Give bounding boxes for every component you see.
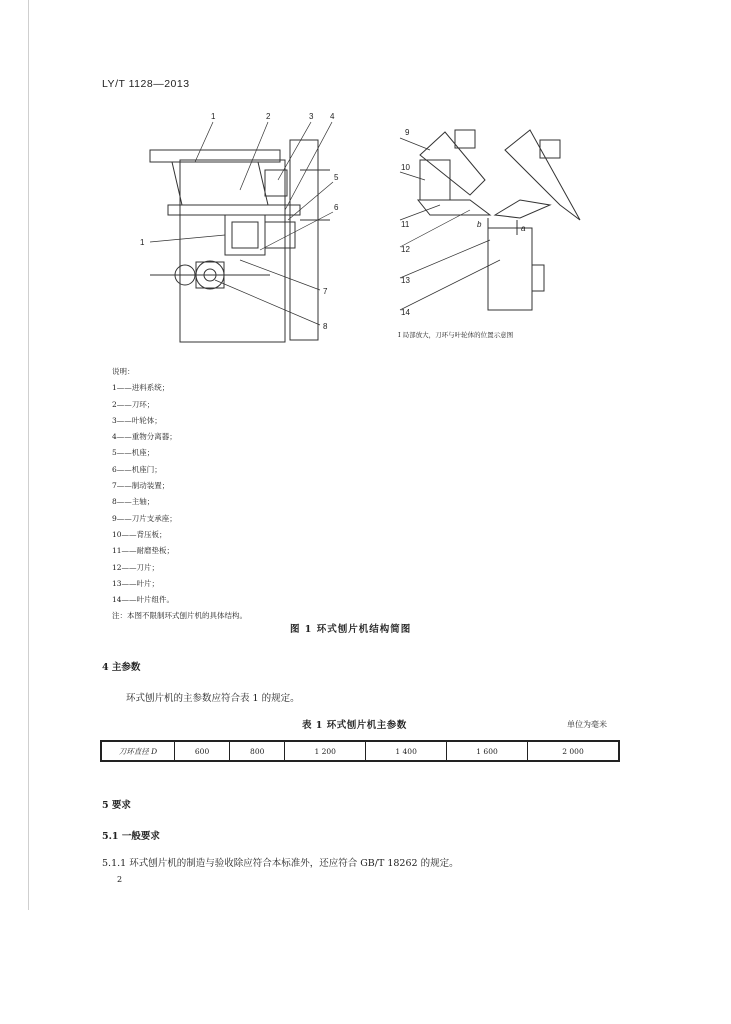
callout-6: 6 [334, 203, 339, 212]
callout-2: 2 [266, 112, 271, 121]
legend-item: 9——刀片支承座； [112, 513, 177, 523]
machine-base [180, 160, 285, 342]
callout-5: 5 [334, 173, 339, 182]
table-cell: 2 000 [528, 741, 620, 761]
section-4-heading: 4 主参数 [102, 662, 141, 673]
machine-main-view [150, 140, 330, 342]
callout-12: 12 [401, 245, 410, 254]
table-unit: 单位为毫米 [567, 720, 607, 729]
row-label-knife-ring-diameter: 刀环直径 D [101, 741, 175, 761]
legend-item: 14——叶片组件。 [112, 595, 175, 605]
legend-item: 10——背压板； [112, 529, 167, 539]
legend-item: 3——叶轮体； [112, 415, 162, 425]
callout-detail-i: 1 [140, 238, 145, 247]
legend-item: 13——叶片； [112, 578, 160, 588]
callout-1: 1 [211, 112, 216, 121]
table-cell: 1 400 [366, 741, 447, 761]
callout-13: 13 [401, 276, 410, 285]
callout-8: 8 [323, 322, 328, 331]
legend-item: 8——主轴； [112, 497, 155, 507]
standard-id: LY/T 1128—2013 [102, 78, 190, 90]
table-cell: 1 200 [285, 741, 366, 761]
leader-lines-left [150, 122, 333, 325]
table-cell: 1 600 [447, 741, 528, 761]
blade-holder-2 [505, 130, 580, 220]
table-cell: 800 [230, 741, 285, 761]
legend-item: 1——进料系统； [112, 383, 170, 393]
callout-9: 9 [405, 128, 410, 137]
table-title: 表 1 环式刨片机主参数 [302, 720, 407, 731]
callout-11: 11 [401, 220, 410, 229]
legend-item: 6——机座门； [112, 464, 162, 474]
page-number: 2 [117, 875, 123, 884]
feed-hopper [172, 162, 268, 205]
clause-5-1-1: 5.1.1 环式刨片机的制造与验收除应符合本标准外，还应符合 GB/T 18262 的规定。 [102, 858, 459, 869]
detail-caption: I 局部放大，刀环与叶轮体的位置示意图 [398, 331, 514, 339]
legend-item: 4——重物分离器； [112, 432, 177, 442]
section-4-text: 环式刨片机的主参数应符合表 1 的规定。 [126, 693, 300, 704]
callout-10: 10 [401, 163, 410, 172]
figure-legend [112, 364, 247, 625]
structure-figure [0, 0, 731, 360]
knife-ring [225, 215, 265, 255]
legend-item: 12——刀片； [112, 562, 160, 572]
callout-4: 4 [330, 112, 335, 121]
legend-item: 11——耐磨垫板； [112, 546, 175, 556]
separator [265, 170, 287, 196]
table-cell: 600 [175, 741, 230, 761]
legend-item: 7——制动装置； [112, 481, 170, 491]
callouts-right-group [401, 128, 526, 317]
legend-title: 说明： [112, 367, 135, 376]
dim-b: b [477, 220, 482, 229]
section-5-heading: 5 要求 [102, 800, 131, 811]
legend-item: 5——机座； [112, 448, 155, 458]
vane-assembly [488, 228, 532, 310]
table-row [101, 741, 619, 761]
callout-14: 14 [401, 308, 410, 317]
legend-item: 2——刀环； [112, 399, 155, 409]
figure-note: 注：本图不限制环式刨片机的具体结构。 [112, 611, 247, 621]
figure-title: 图 1 环式刨片机结构简图 [290, 624, 412, 635]
parameters-table [100, 740, 620, 762]
callout-3: 3 [309, 112, 314, 121]
callout-7: 7 [323, 287, 328, 296]
dim-a: a [521, 224, 526, 233]
detail-view [418, 130, 580, 310]
section-5-1-heading: 5.1 一般要求 [102, 831, 160, 842]
